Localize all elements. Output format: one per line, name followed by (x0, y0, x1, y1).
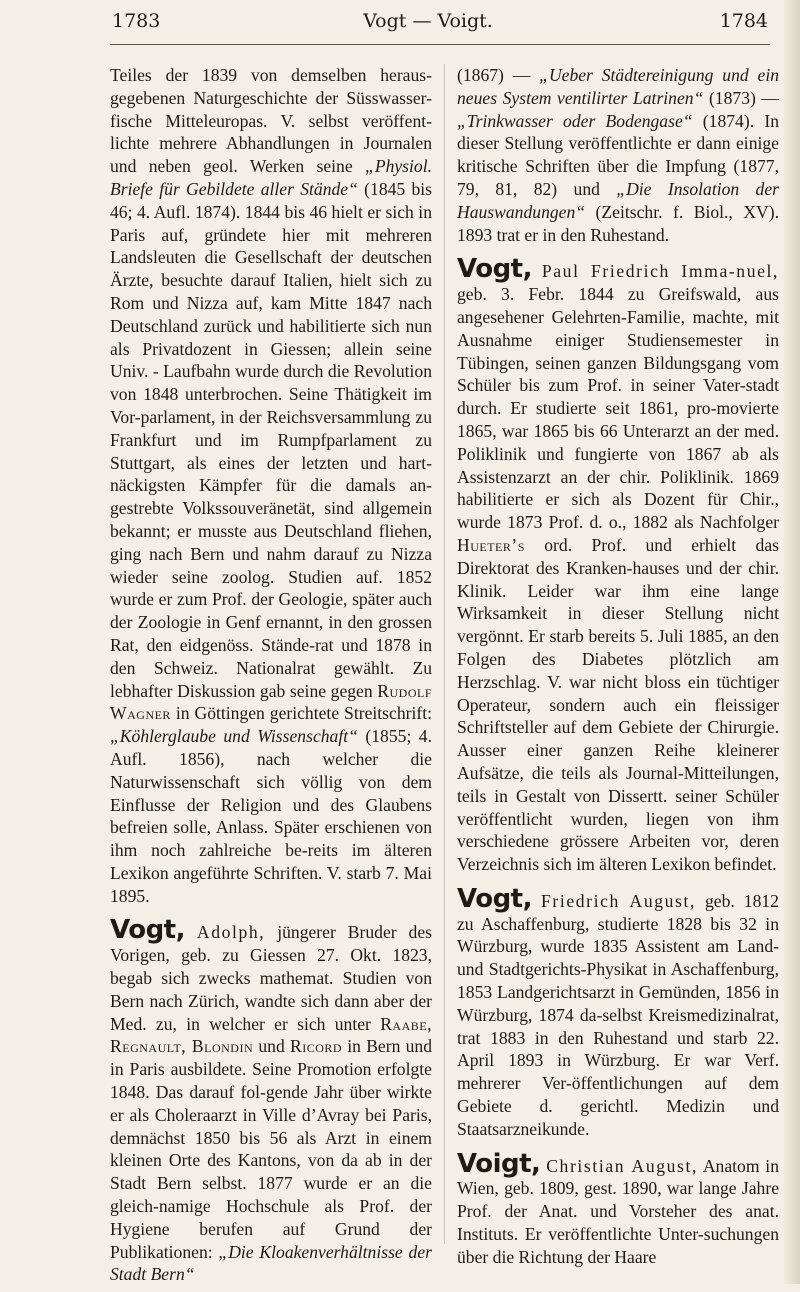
entry-vogt-adolph (110, 915, 433, 1286)
text-run: in Bern und in Paris ausbildete. Seine Promotion erfolgte 1848. Das darauf fol-gende Jahr über wirkte er als Choleraarzt in Ville d’Avray bei Paris, demnächst 1850 bis 56 als Arzt in einem kleinen Orte des Kantons, von da ab in der Stadt Bern selbst. 1877 wurde er an die gleich-namige Hochschule als Prof. der Hygiene berufen auf Grund der Publikationen: (110, 1036, 433, 1262)
entry-headword: Vogt, (110, 915, 185, 946)
work-title: „Die Kloakenverhältnisse der Stadt Bern“ (110, 1241, 432, 1285)
entry-voigt-christian (457, 1148, 779, 1269)
person-name: Ricord (289, 1036, 343, 1057)
entry-continuation (457, 64, 779, 246)
entry-given-names: Friedrich August, (541, 890, 696, 911)
text-run: geb. 1812 zu Aschaffenburg, studierte 1828 bis 32 in Würzburg, wurde 1835 Assistent am Land- und Stadtgerichts-Physikat in Aschaffenburg, 1853 Landgerichtsarzt in Gemünden, 1856 in Würzburg, 1874 da-selbst Kreismedizinalrat, trat 1883 in den Ruhestand und starb 22. April 1893 in Würzburg. Er war Verf. mehrerer Ver-öffentlichungen auf dem Gebiete d. gerichtl. Medizin und Staatsarzneikunde. (457, 890, 779, 1139)
text-run: Anatom in Wien, geb. 1809, gest. 1890, war lange Jahre Prof. der Anat. und Vorsteher des anat. Instituts. Er veröffentlichte Unter-suchungen über die Richtung der Haare (457, 1155, 779, 1267)
entry-headword: Voigt, (457, 1148, 541, 1179)
text-run: (Zeitschr. f. Biol., XV). 1893 trat er in den Ruhestand. (457, 201, 779, 245)
work-title: „Köhlerglaube und Wissenschaft“ (110, 726, 358, 747)
entry-given-names: Adolph, (196, 922, 266, 943)
running-title: Vogt — Voigt. (363, 10, 493, 32)
text-run: (1855; 4. Aufl. 1856), nach welcher die Naturwissenschaft sich völlig von dem Einflusse der Religion und des Glaubens befreien solle, Anlass. Später erschienen von ihm noch zahlreiche be-reits im älteren Lexikon angeführte Schriften. V. starb 7. Mai 1895. (110, 726, 432, 906)
text-run: (1867) — (457, 65, 540, 85)
text-run: ord. Prof. und erhielt das Direktorat des Kranken-hauses und der chir. Klinik. Leider war ihm eine lange Wirksamkeit in dieser Stellung nicht vergönnt. Er starb bereits 5. Juli 1885, an den Folgen des Diabetes plötzlich am Herzschlag. V. war nicht bloss ein tüchtiger Operateur, sondern auch ein fleissiger Schriftsteller auf dem Gebiete der Chirurgie. Ausser einer ganzen Reihe kleinerer Aufsätze, die teils als Journal-Mitteilungen, teils in Gestalt von Dissertt. seiner Schüler veröffentlicht wurden, liegen von ihm verschiedene grössere Arbeiten vor, deren Verzeichnis sich im älteren Lexikon befindet. (457, 534, 779, 875)
text-run: (1873) — (703, 87, 780, 108)
work-title: „Physiol. Briefe für Gebildete aller Stände“ (110, 156, 432, 199)
text-run: in Göttingen gerichtete Streitschrift: (170, 703, 432, 724)
page-header (88, 10, 768, 40)
page-edge-shadow (782, 0, 800, 1284)
text-run: (1845 bis 46; 4. Aufl. 1874). 1844 bis 46 hielt er sich in Paris auf, gründete hier mit mehreren Landsleuten die Gesellschaft der deutschen Ärzte, besuchte darauf Italien, hielt sich zu Rom und Nizza auf, kam Mitte 1847 nach Deutschland zurück und habilitierte sich nun als Privatdozent in Giessen; allein seine Univ. - Laufbahn wurde durch die Revolution von 1848 unterbrochen. Seine Thätigkeit im Vor-parlament, in der Reichsversammlung zu Frankfurt und im Rumpfparlament zu Stuttgart, als eines der letzten und hart-näckigsten Kämpfer für die damals an-gestrebte Volkssouveränetät, sind allgemein bekannt; er musste aus Deutschland fliehen, ging nach Bern und nahm darauf zu Nizza wieder seine zoolog. Studien auf. 1852 wurde er zum Prof. der Geologie, später auch der Zoologie in Genf ernannt, in den grossen Rat, den eidgenöss. Stände-rat und 1878 in den Schweiz. Nationalrat gewählt. Zu lebhafter Diskussion gab seine gegen (110, 178, 433, 701)
entry-continuation (110, 64, 432, 907)
work-title: „Trinkwasser oder Bodengase“ (457, 110, 693, 131)
entry-vogt-paul (457, 254, 779, 876)
text-run: geb. 3. Febr. 1844 zu Greifswald, aus angesehener Gelehrten-Familie, machte, mit Ausnahme einiger Studiensemester in Tübingen, seinen ganzen Bildungsgang vom Schüler bis zum Prof. in seiner Vater-stadt durch. Er studierte seit 1861, pro-movierte 1865, war 1865 bis 66 Unterarzt an der med. Poliklinik und fungierte von 1867 ab als Assistenzarzt an der chir. Poliklinik. 1869 habilitierte er sich als Dozent für Chir., wurde 1873 Prof. d. o., 1882 als Nachfolger (457, 284, 779, 533)
work-title: „Die Insolation der Hauswandungen“ (457, 178, 779, 222)
entry-headword: Vogt, (457, 254, 532, 285)
header-rule (110, 44, 770, 45)
entry-given-names: Christian August, (546, 1155, 698, 1176)
work-title: „Ueber Städtereinigung und ein neues System ventilirter Latrinen“ (457, 65, 780, 108)
person-name: Rudolf Wagner (110, 680, 432, 724)
column-divider (444, 64, 445, 1244)
text-run: (1874). In dieser Stellung veröffentlichte er dann einige kritische Schriften über die Impfung (1877, 79, 81, 82) und (457, 110, 779, 199)
left-column (110, 64, 432, 1292)
entry-headword: Vogt, (457, 883, 532, 914)
person-name: Hueter’s (457, 534, 525, 555)
right-column-number: 1784 (719, 10, 768, 32)
text-run: Teiles der 1839 von demselben heraus-gegebenen Naturgeschichte der Süsswasser-fische Mitteleuropas. V. selbst veröffent-lichte mehrere Abhandlungen in Journalen und neben geol. Werken seine (110, 65, 432, 177)
text-run: jüngerer Bruder des Vorigen, geb. zu Giessen 27. Okt. 1823, begab sich zwecks mathemat. Studien von Bern nach Zürich, wandte sich dann aber der Med. zu, in welcher er sich unter (110, 922, 432, 1034)
person-name: Raabe, Regnault, Blondin (110, 1013, 432, 1057)
entry-given-names: Paul Friedrich Imma-nuel, (541, 261, 779, 282)
text-run: und (253, 1036, 290, 1057)
entry-vogt-friedrich (457, 883, 779, 1141)
right-column (457, 64, 779, 1275)
left-column-number: 1783 (112, 10, 161, 32)
